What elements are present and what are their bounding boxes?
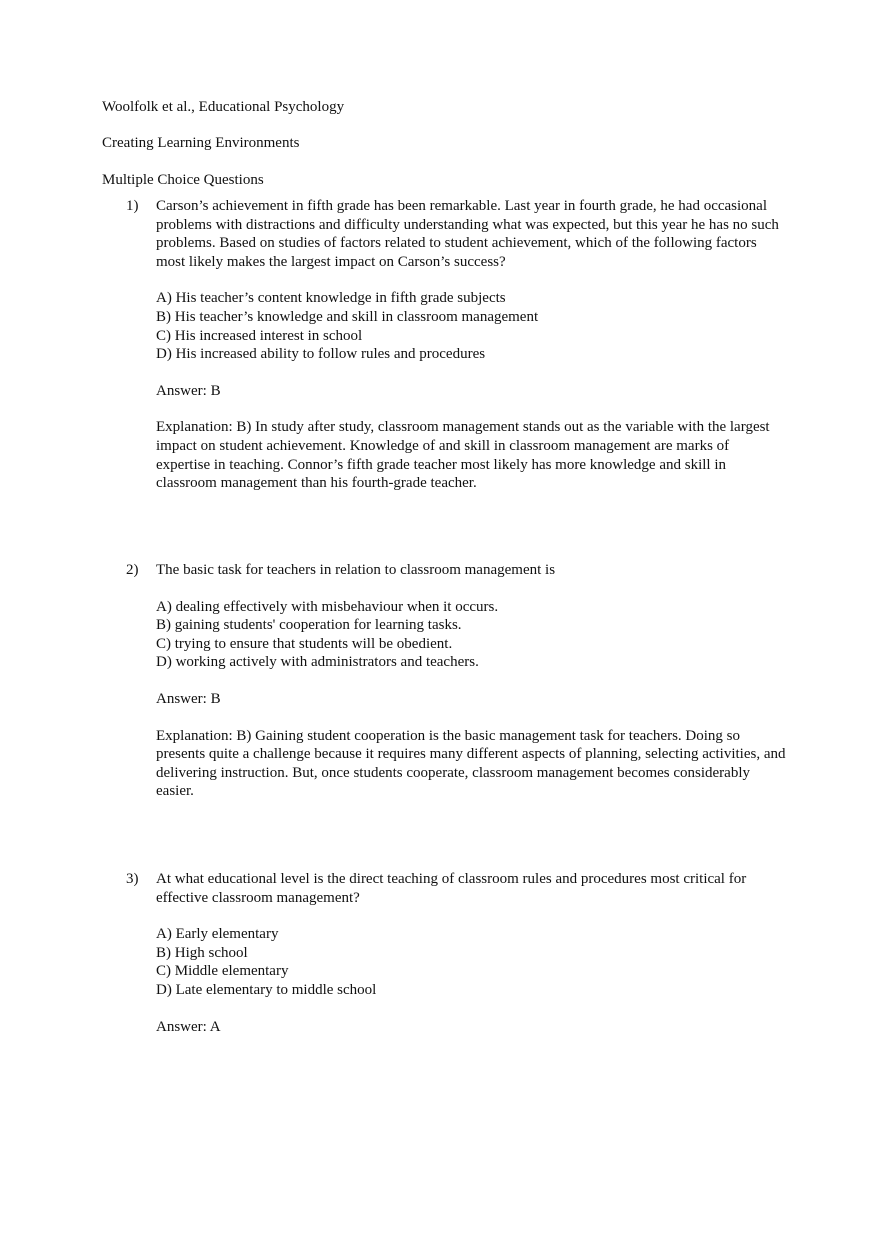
option-c: C) trying to ensure that students will be obedient. [156, 635, 453, 652]
question-body [156, 870, 786, 1036]
chapter-title: Creating Learning Environments [102, 135, 300, 151]
option-a: A) dealing effectively with misbehaviour when it occurs. [156, 598, 499, 615]
question-stem: The basic task for teachers in relation to classroom management is [156, 562, 556, 578]
question-stem: Carson’s achievement in fifth grade has been remarkable. Last year in fourth grade, he had occasional problems with distractions and difficulty understanding what was expected, but this year he has no such problems. Based on studies of factors related to student achievement, which of the following factors most likely makes the largest impact on Carson’s success? [156, 198, 779, 270]
option-a: A) His teacher’s content knowledge in fifth grade subjects [156, 290, 506, 307]
option-d: D) Late elementary to middle school [156, 981, 377, 998]
question-body [156, 197, 786, 493]
book-title: Woolfolk et al., Educational Psychology [102, 99, 345, 115]
option-a: A) Early elementary [156, 926, 279, 943]
option-b: B) High school [156, 944, 248, 961]
answer-explanation: Explanation: B) Gaining student cooperation is the basic management task for teachers. Doing so presents quite a challenge because it requires many different aspects of planning, selecting activities, and delivering instruction. But, once students cooperate, classroom management becomes considerably easier. [156, 727, 786, 800]
question-stem: At what educational level is the direct teaching of classroom rules and procedures most critical for effective classroom management? [156, 871, 747, 906]
answer-explanation: Explanation: B) In study after study, classroom management stands out as the variable with the largest impact on student achievement. Knowledge of and skill in classroom management are marks of expertise in teaching. Connor’s fifth grade teacher most likely has more knowledge and skill in classroom management than his fourth-grade teacher. [156, 419, 770, 492]
answer-key: Answer: B [156, 382, 221, 399]
question-number: 1) [126, 198, 139, 214]
option-b: B) His teacher’s knowledge and skill in classroom management [156, 308, 539, 325]
question-number: 3) [126, 871, 139, 887]
option-d: D) working actively with administrators and teachers. [156, 654, 479, 671]
option-c: C) Middle elementary [156, 963, 289, 980]
option-d: D) His increased ability to follow rules and procedures [156, 346, 486, 363]
section-title: Multiple Choice Questions [102, 172, 264, 188]
answer-key: Answer: A [156, 1018, 221, 1035]
question-number: 2) [126, 562, 139, 578]
option-c: C) His increased interest in school [156, 327, 363, 344]
answer-options [156, 598, 786, 672]
answer-key: Answer: B [156, 690, 221, 707]
question-body [156, 561, 786, 801]
answer-options [156, 289, 786, 363]
answer-options [156, 925, 786, 999]
option-b: B) gaining students' cooperation for learning tasks. [156, 617, 462, 634]
